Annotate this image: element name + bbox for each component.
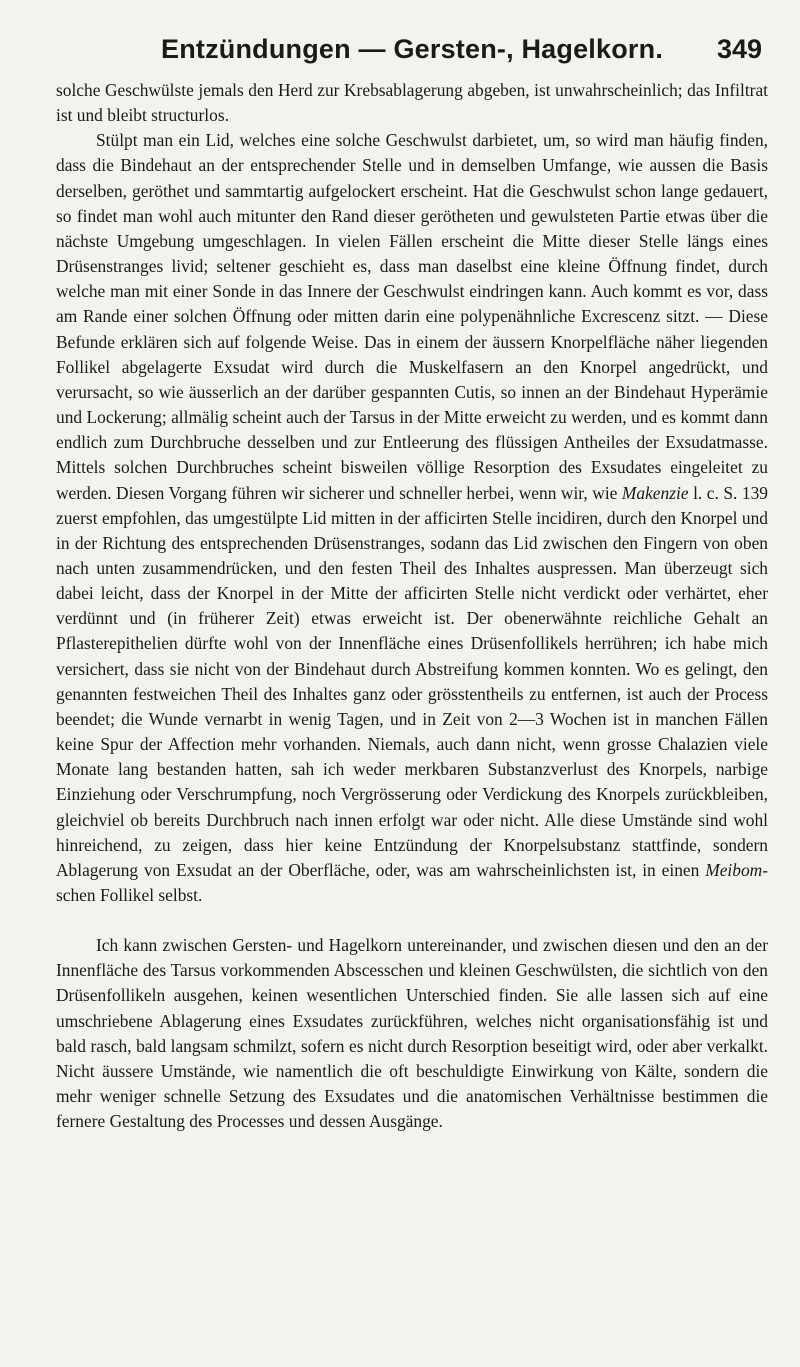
page-title: Entzündungen — Gersten-, Hagelkorn.: [160, 34, 664, 64]
paragraph-1: [56, 78, 768, 128]
running-head: [56, 34, 768, 78]
body-text: [56, 78, 768, 1134]
paragraph-2-text-continued: l. c. S. 139 zuerst empfohlen, das umgestülpte Lid mitten in der afficirten Stelle incidiren, durch den Knorpel und in der Richtung des entsprechenden Drüsenstranges, sodann das Lid zwischen den Fingern von oben nach unten zusammendrücken, und den festen Theil des Inhaltes auspressen. Man überzeugt sich dabei leicht, dass der Knorpel in der Mitte der afficirten Stelle nicht verdickt oder verhärtet, eher verdünnt und (in früherer Zeit) etwas erweicht ist. Der obenerwähnte reichliche Gehalt an Pflasterepithelien dürfte wohl von der Innenfläche eines Drüsenfollikels herrühren; ich habe mich versichert, dass sie nicht von der Bindehaut durch Abstreifung kommen konnten. Wo es gelingt, den genannten festweichen Theil des Inhaltes ganz oder grösstentheils zu entfernen, ist auch der Process beendet; die Wunde vernarbt in wenig Tagen, und in Zeit von 2—3 Wochen ist in manchen Fällen keine Spur der Affection mehr vorhanden. Niemals, auch dann nicht, wenn grosse Chalazien viele Monate lang bestanden hatten, sah ich weder merkbaren Substanzverlust des Knorpels, narbige Einziehung oder Verschrumpfung, noch Vergrösserung oder Verdickung des Knorpels zurückbleiben, gleichviel ob bereits Durchbruch nach innen erfolgt war oder nicht. Alle diese Umstände sind wohl hinreichend, zu zeigen, dass hier keine Entzündung der Knorpelsubstanz stattfinde, sondern Ablagerung von Exsudat an der Oberfläche, oder, was am wahrscheinlichsten ist, in einen: [56, 482, 768, 880]
paragraph-2-text-end: schen Follikel selbst.: [56, 885, 203, 905]
author-citation: Makenzie: [621, 482, 689, 503]
meibom-term: Meibom-: [705, 859, 768, 880]
book-page: [0, 34, 800, 1367]
paragraph-3: [56, 933, 768, 1134]
paragraph-1-text: solche Geschwülste jemals den Herd zur Krebsablagerung abgeben, ist unwahrscheinlich; das Infiltrat ist und bleibt structurlos.: [56, 80, 768, 126]
page-number: 349: [716, 34, 762, 64]
paragraph-2: [56, 128, 768, 908]
paragraph-gap: [56, 908, 768, 933]
paragraph-3-text: Ich kann zwischen Gersten- und Hagelkorn untereinander, und zwischen diesen und den an der Innenfläche des Tarsus vorkommenden Abscesschen und kleinen Geschwülsten, die sichtlich von den Drüsenfollikeln ausgehen, keinen wesentlichen Unterschied finden. Sie alle lassen sich auf eine umschriebene Ablagerung eines Exsudates zurückführen, welches nicht organisationsfähig ist und bald rasch, bald langsam schmilzt, sofern es nicht durch Resorption beseitigt wird, oder aber verkalkt. Nicht äussere Umstände, wie namentlich die oft beschuldigte Einwirkung von Kälte, sondern die mehr weniger schnelle Setzung des Exsudates und die anatomischen Verhältnisse bestimmen die fernere Gestaltung des Processes und dessen Ausgänge.: [56, 935, 768, 1132]
paragraph-2-text: Stülpt man ein Lid, welches eine solche Geschwulst darbietet, um, so wird man häufig finden, dass die Bindehaut an der entsprechender Stelle und in demselben Umfange, wie aussen die Basis derselben, geröthet und sammtartig aufgelockert erscheint. Hat die Geschwulst schon lange gedauert, so findet man wohl auch mitunter den Rand dieser gerötheten und gewulsteten Partie etwas über die nächste Umgebung umgeschlagen. In vielen Fällen erscheint die Mitte dieser Stelle längs eines Drüsenstranges livid; seltener geschieht es, dass man daselbst eine kleine Öffnung findet, durch welche man mit einer Sonde in das Innere der Geschwulst eindringen kann. Auch kommt es vor, dass am Rande einer solchen Öffnung oder mitten darin eine polypenähnliche Excrescenz sitzt. — Diese Befunde erklären sich auf folgende Weise. Das in einem der äussern Knorpelfläche näher liegenden Follikel abgelagerte Exsudat wird durch die Muskelfasern an den Knorpel angedrückt, und verursacht, so wie äusserlich an der darüber gespannten Cutis, so innen an der Bindehaut Hyperämie und Lockerung; allmälig scheint auch der Tarsus in der Mitte erweicht zu werden, und es kommt dann endlich zum Durchbruche desselben und zur Entleerung des flüssigen Antheiles der Exsudatmasse. Mittels solchen Durchbruches scheint bisweilen völlige Resorption des Exsudates eingeleitet zu werden. Diesen Vorgang führen wir sicherer und schneller herbei, wenn wir, wie: [56, 130, 768, 503]
